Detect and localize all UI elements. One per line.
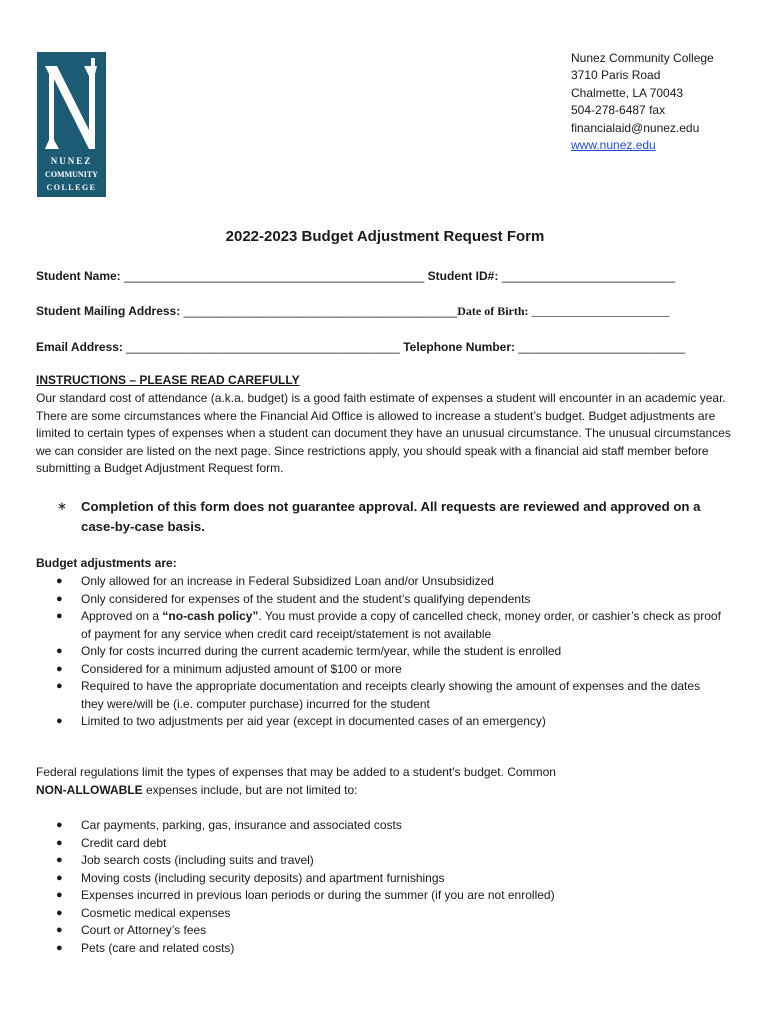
mailing-address-label: Student Mailing Address:	[36, 304, 184, 318]
list-item: ● Court or Attorney’s fees	[36, 922, 726, 940]
list-item: ● Moving costs (including security deposits) and apartment furnishings	[36, 870, 726, 888]
logo-line-3: COLLEGE	[46, 183, 97, 192]
list-item: ● Credit card debt	[36, 835, 726, 853]
bullet-icon: ●	[56, 645, 63, 657]
bullet-icon: ●	[56, 715, 63, 727]
city-state-zip: Chalmette, LA 70043	[571, 85, 684, 100]
email-field[interactable]: _________________________________________	[126, 340, 400, 354]
logo-line-1: NUNEZ	[50, 156, 93, 166]
logo-line-2: COMMUNITY	[45, 170, 98, 179]
list-item: ● Considered for a minimum adjusted amount of $100 or more	[36, 661, 726, 679]
bullet-icon: ●	[56, 680, 63, 692]
list-item: ● Job search costs (including suits and travel)	[36, 852, 726, 870]
bullet-icon: ●	[56, 871, 63, 884]
bullet-icon: ●	[56, 836, 63, 849]
student-name-row	[36, 269, 675, 283]
bullet-icon: ●	[56, 592, 63, 605]
list-item: ● Cosmetic medical expenses	[36, 905, 726, 923]
instructions-body: Our standard cost of attendance (a.k.a. budget) is a good faith estimate of expenses a student will encounter in an academic year. There are some circumstances where the Financial Aid Office is allowed to increase a student’s budget. Budget adjustments are limited to certain types of expenses when a student can document they have an unusual circumstance. The unusual circumstances we can consider are listed on the next page. Since restrictions apply, you should speak with a financial aid staff member before submitting a Budget Adjustment Request form.	[36, 391, 731, 476]
no-cash-policy: “no-cash policy”	[162, 609, 259, 623]
fax-number: 504-278-6487 fax	[571, 103, 666, 118]
college-name: Nunez Community College	[571, 51, 714, 65]
student-id-field[interactable]: __________________________	[501, 269, 676, 283]
bullet-icon: ●	[56, 662, 63, 675]
mailing-address-field[interactable]: _________________________________________	[183, 304, 458, 318]
student-name-label: Student Name:	[36, 269, 125, 283]
budget-list	[36, 573, 726, 731]
list-item: ● Required to have the appropriate documentation and receipts clearly showing the amount of expenses and the dates they were/will be (i.e. computer purchase) incurred for the student	[56, 679, 701, 711]
bullet-icon: ●	[56, 924, 63, 936]
federal-paragraph: Federal regulations limit the types of expenses that may be added to a student's budget. Common NON-ALLOWABLE expenses include, but are not limited to:	[36, 765, 556, 797]
bullet-icon: ●	[56, 854, 63, 866]
website-link[interactable]: www.nunez.edu	[571, 138, 656, 153]
phone-label: Telephone Number:	[399, 340, 519, 354]
bullet-icon: ●	[56, 575, 63, 587]
student-id-label: Student ID#:	[424, 269, 502, 283]
college-logo	[37, 52, 106, 197]
non-allowable-label: NON-ALLOWABLE	[36, 782, 143, 797]
list-item: ● Car payments, parking, gas, insurance and associated costs	[36, 817, 726, 835]
budget-heading: Budget adjustments are:	[36, 556, 177, 570]
list-item: ● Pets (care and related costs)	[36, 940, 726, 958]
phone-field[interactable]: _________________________	[518, 340, 686, 354]
bullet-icon: ●	[56, 819, 63, 831]
dob-field[interactable]: _______________________	[531, 304, 670, 318]
list-item: ● Only allowed for an increase in Federal Subsidized Loan and/or Unsubsidized	[36, 573, 726, 591]
email-address: financialaid@nunez.edu	[571, 120, 700, 135]
list-item: ● Approved on a “no-cash policy”. You must provide a copy of cancelled check, money order, or cashier’s check as proof of payment for any service when credit card receipt/statement is not available	[56, 609, 721, 641]
bullet-icon: ●	[56, 889, 63, 901]
mailing-row	[36, 304, 670, 319]
student-name-field[interactable]: _____________________________________________	[124, 269, 425, 283]
form-title: 2022-2023 Budget Adjustment Request Form	[225, 228, 545, 245]
list-item: ● Only for costs incurred during the current academic term/year, while the student is enrolled	[36, 643, 726, 661]
approval-notice	[57, 497, 717, 536]
list-item: ● Expenses incurred in previous loan periods or during the summer (if you are not enrolled)	[36, 887, 726, 905]
bullet-icon: ●	[56, 941, 63, 954]
bullet-icon: ●	[56, 610, 63, 622]
street-address: 3710 Paris Road	[571, 68, 661, 83]
list-item: ● Only considered for expenses of the student and the student’s qualifying dependents	[36, 591, 726, 609]
email-label: Email Address:	[36, 340, 127, 354]
logo-graphic	[37, 52, 106, 197]
contact-row	[36, 340, 685, 354]
dob-label: Date of Birth:	[457, 304, 532, 318]
asterisk-icon: ∗	[57, 499, 68, 513]
instructions-heading: INSTRUCTIONS – PLEASE READ CAREFULLY	[36, 373, 300, 387]
address-block	[571, 50, 714, 154]
non-allowable-list	[36, 817, 726, 957]
bullet-icon: ●	[56, 906, 63, 919]
list-item: ● Limited to two adjustments per aid year (except in documented cases of an emergency)	[36, 713, 726, 731]
notice-text: Completion of this form does not guarantee approval. All requests are reviewed and approved on a case-by-case basis.	[81, 499, 701, 534]
